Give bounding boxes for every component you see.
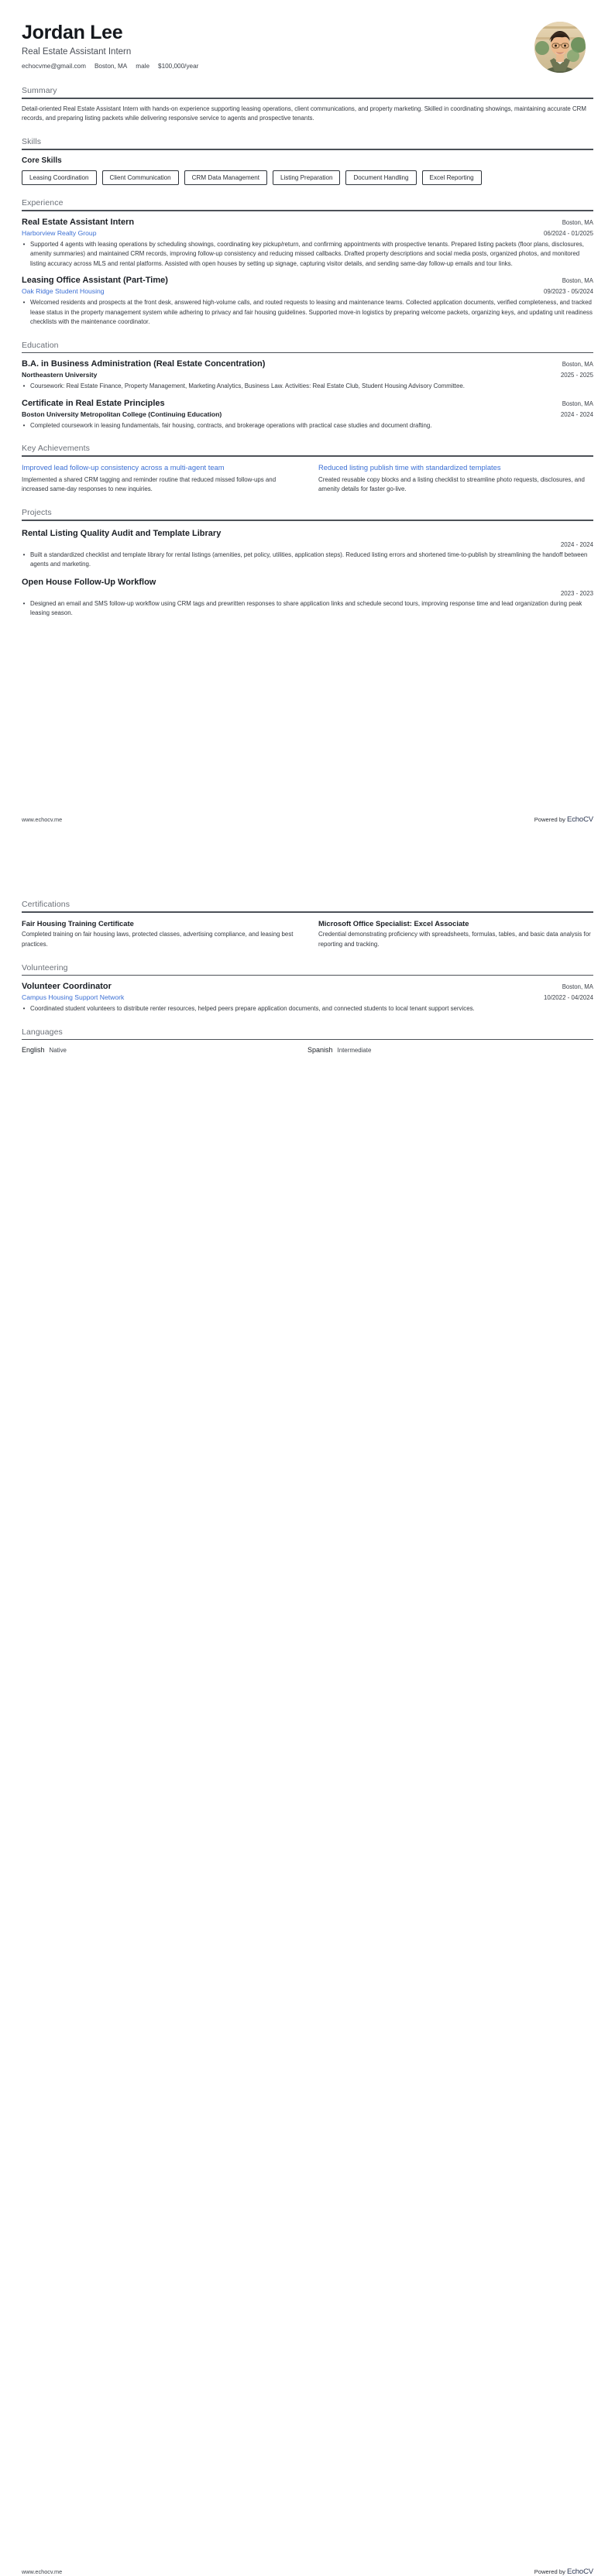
achievement-item [22,463,297,495]
entry [22,982,593,1014]
entry-date: 06/2024 - 01/2025 [543,229,593,237]
skill-chip[interactable]: Excel Reporting [422,170,482,186]
certification-description: Completed training on fair housing laws, protected classes, advertising compliance, and leasing best practices. [22,931,294,948]
project-item [22,578,593,619]
volunteering-entry-list [22,982,593,1014]
bullet-dot: • [22,421,26,429]
skill-chip[interactable]: CRM Data Management [184,170,267,186]
language-level: Intermediate [337,1047,372,1055]
page-footer [22,815,593,824]
achievement-description: Created reusable copy blocks and a listing checklist to streamline photo requests, disclosures, and amenity details for faster go-live. [318,475,585,493]
achievement-description: Implemented a shared CRM tagging and reminder routine that reduced missed follow-ups and increased same-day responses to new inquiries. [22,475,277,493]
candidate-name: Jordan Lee [22,22,123,43]
contact-gender: male [136,63,150,70]
bullet-dot: • [22,241,26,248]
bullet-item [22,298,593,327]
resume-header [22,0,593,73]
contact-line [22,63,198,70]
bullet-text: Welcomed residents and prospects at the front desk, answered high-volume calls, and routed requests to leasing and maintenance teams. Collected application documents, verified completeness, and tracked lease status in the property management system while adhering to privacy and fair housing guidelines. Supported move-in logistics by preparing welcome packets, organizing keys, and updating unit readiness checklists with the maintenance coordinator. [30,299,593,326]
resume-page-1 [0,0,615,867]
resume-page-2 [0,867,615,2576]
footer-powered-by [534,815,593,824]
footer-powered-by [534,2567,593,2576]
footer-brand: EchoCV [567,2567,593,2576]
entry-header-row [22,359,593,370]
section-experience [22,198,593,327]
project-title: Open House Follow-Up Workflow [22,577,156,587]
section-title-key-achievements: Key Achievements [22,444,90,454]
project-list [22,529,593,619]
entry-subheader-row [22,993,593,1002]
entry-organization: Boston University Metropolitan College (Continuing Education) [22,410,222,418]
entry-subheader-row [22,286,593,296]
contact-salary: $100,000/year [158,63,199,70]
entry-location: Boston, MA [562,400,593,407]
bullet-dot: • [22,382,26,390]
entry-title: Leasing Office Assistant (Part-Time) [22,276,168,286]
section-title-certifications: Certifications [22,900,70,909]
bullet-item [22,421,593,430]
footer-url[interactable]: www.echocv.me [22,2568,63,2575]
section-skills [22,137,593,185]
language-item [22,1046,308,1054]
bullet-item [22,382,593,391]
entry-location: Boston, MA [562,983,593,991]
bullet-dot: • [22,1005,26,1013]
project-item [22,529,593,570]
footer-brand: EchoCV [567,815,593,824]
section-rule [22,210,593,211]
bullet-text: Built a standardized checklist and template library for rental listings (amenities, pet policy, utilities, application steps). Reduced listing errors and shortened time-to-publish by streamlining the handoff between agents and marketing. [30,551,588,568]
candidate-role: Real Estate Assistant Intern [22,47,132,57]
summary-text: Detail-oriented Real Estate Assistant Intern with hands-on experience supporting leasing operations, client communications, and property marketing. Skilled in coordinating showings, maintaining accurate CRM records, and preparing listing packets while delivering responsive service to agents and prospective tenants. [22,105,586,122]
certification-description: Credential demonstrating proficiency with spreadsheets, formulas, tables, and basic data analysis for reporting and tracking. [318,931,591,948]
achievement-title[interactable]: Reduced listing publish time with standardized templates [318,462,501,472]
entry-organization[interactable]: Campus Housing Support Network [22,993,125,1001]
footer-powered-prefix: Powered by [534,2568,567,2575]
achievement-title[interactable]: Improved lead follow-up consistency across a multi-agent team [22,462,225,472]
section-title-experience: Experience [22,198,64,208]
entry [22,218,593,269]
skill-chip[interactable]: Listing Preparation [273,170,341,186]
bullet-text: Designed an email and SMS follow-up workflow using CRM tags and prewritten responses to share application links and schedule second tours, improving response time and lead organization during peak leasing season. [30,599,582,617]
bullet-list [22,240,593,269]
bullet-dot: • [22,299,26,307]
skill-chip[interactable]: Document Handling [345,170,416,186]
certification-title: Fair Housing Training Certificate [22,918,134,928]
section-rule [22,352,593,354]
bullet-text: Completed coursework in leasing fundamentals, fair housing, contracts, and brokerage operations with practical case studies and document drafting. [30,421,432,429]
entry-location: Boston, MA [562,361,593,369]
bullet-item [22,551,593,570]
bullet-list [22,599,593,619]
entry-title: Volunteer Coordinator [22,982,112,992]
bullet-item [22,240,593,269]
bullet-text: Coursework: Real Estate Finance, Property Management, Marketing Analytics, Business Law. Activities: Real Estate Club, Student Housing Advisory Committee. [30,382,465,390]
entry-title: Real Estate Assistant Intern [22,218,135,228]
entry-header-row [22,218,593,228]
section-certifications [22,900,593,950]
project-date: 2024 - 2024 [560,540,593,548]
section-projects [22,508,593,619]
entry-location: Boston, MA [562,219,593,227]
contact-email[interactable]: echocvme@gmail.com [22,63,86,70]
language-name: English [22,1046,45,1055]
bullet-item [22,599,593,619]
skill-chip-list [22,170,593,186]
bullet-list [22,551,593,570]
skill-chip[interactable]: Client Communication [102,170,179,186]
bullet-list [22,1004,593,1014]
footer-powered-prefix: Powered by [534,816,567,823]
achievement-list [22,463,593,495]
entry-organization: Northeastern University [22,371,98,379]
page-footer [22,2567,593,2576]
language-name: Spanish [308,1046,333,1055]
section-rule [22,975,593,976]
certification-item [22,919,297,950]
entry-subheader-row [22,228,593,238]
section-rule [22,911,593,913]
entry-title: Certificate in Real Estate Principles [22,398,165,408]
section-summary [22,86,593,124]
skill-chip[interactable]: Leasing Coordination [22,170,97,186]
bullet-text: Coordinated student volunteers to distribute renter resources, helped peers prepare application documents, and connected students to local tenant support services. [30,1005,475,1013]
entry-date: 2024 - 2024 [560,410,593,418]
experience-entry-list [22,218,593,328]
contact-location: Boston, MA [94,63,128,70]
section-key-achievements [22,444,593,495]
entry [22,359,593,391]
section-title-volunteering: Volunteering [22,962,68,972]
section-rule [22,520,593,521]
bullet-list [22,298,593,327]
section-rule [22,1039,593,1041]
section-title-education: Education [22,340,59,350]
entry-location: Boston, MA [562,277,593,285]
section-rule [22,149,593,150]
language-item [308,1046,593,1054]
education-entry-list [22,359,593,430]
entry [22,276,593,327]
certification-list [22,919,593,950]
section-title-languages: Languages [22,1027,63,1037]
section-volunteering [22,963,593,1014]
entry-title: B.A. in Business Administration (Real Estate Concentration) [22,359,266,369]
footer-url[interactable]: www.echocv.me [22,816,63,823]
entry-date: 2025 - 2025 [560,372,593,379]
skills-group-title: Core Skills [22,156,62,165]
language-list [22,1046,593,1054]
entry-date: 09/2023 - 05/2024 [543,288,593,296]
achievement-item [318,463,593,495]
project-date: 2023 - 2023 [560,589,593,597]
certification-title: Microsoft Office Specialist: Excel Associate [318,918,469,928]
entry-header-row [22,399,593,410]
bullet-list [22,421,593,430]
section-education [22,341,593,430]
language-level: Native [49,1047,67,1055]
bullet-dot: • [22,599,26,607]
entry-subheader-row [22,410,593,419]
entry-date: 10/2022 - 04/2024 [543,993,593,1001]
avatar-photo-icon [534,22,586,73]
bullet-dot: • [22,551,26,558]
project-title: Rental Listing Quality Audit and Template Library [22,528,222,538]
certification-item [318,919,593,950]
section-title-skills: Skills [22,137,42,147]
entry-subheader-row [22,370,593,379]
section-title-projects: Projects [22,508,52,518]
section-rule [22,455,593,457]
entry-organization[interactable]: Oak Ridge Student Housing [22,287,105,296]
avatar [534,22,586,73]
bullet-item [22,1004,593,1014]
header-text-block [22,20,198,70]
bullet-list [22,382,593,391]
entry-header-row [22,982,593,993]
entry-header-row [22,276,593,286]
entry-organization[interactable]: Harborview Realty Group [22,228,97,237]
bullet-text: Supported 4 agents with leasing operations by scheduling showings, coordinating key pickup/return, and confirming appointments with prospective tenants. Prepared listing packets (floor plans, disclosures, amenity summaries) and maintained CRM records, improving follow-up consistency and reducing missed callbacks. Drafted property descriptions and social media posts, organized photos, and monitored listing accuracy across MLS and rental platforms. Assisted with open houses by setting up signage, capturing visitor details, and sending same-day follow-up emails and tour links. [30,241,584,267]
section-rule [22,98,593,99]
entry [22,399,593,430]
section-languages [22,1027,593,1055]
section-title-summary: Summary [22,86,57,95]
